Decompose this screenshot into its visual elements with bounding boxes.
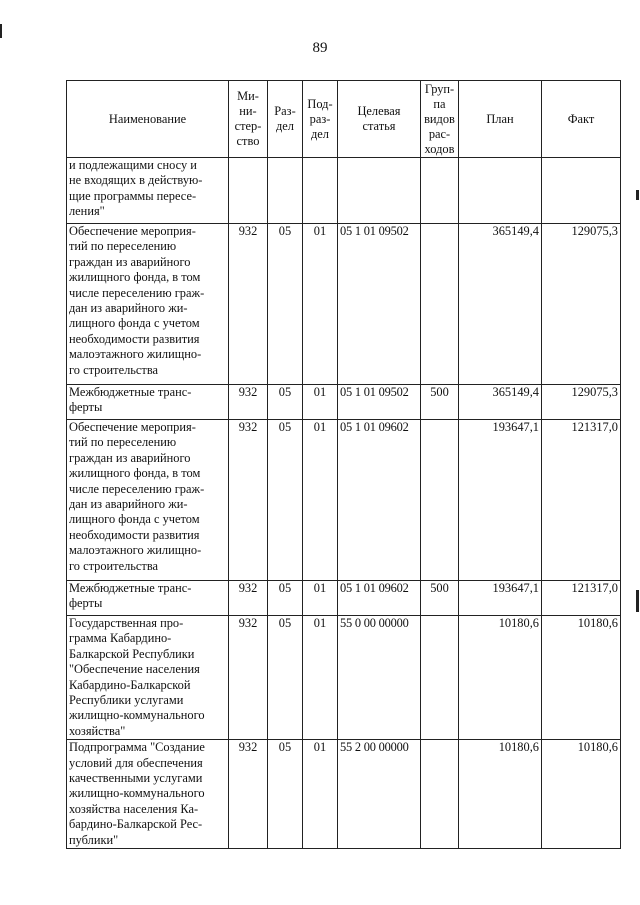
- row-group: [421, 158, 459, 224]
- row-ministry: 932: [229, 224, 268, 385]
- row-plan: 10180,6: [459, 740, 542, 849]
- table-row: [67, 740, 621, 849]
- table-row: [67, 224, 621, 385]
- budget-table: [66, 80, 621, 849]
- table-header-row: [67, 81, 621, 158]
- row-section: 05: [268, 420, 303, 581]
- row-fact: 10180,6: [542, 616, 621, 740]
- row-fact: 10180,6: [542, 740, 621, 849]
- row-plan: 365149,4: [459, 385, 542, 420]
- row-name: Государственная про- грамма Кабардино- Балкарской Республики "Обеспечение населения Кабардино-Балкарской Республики услугами жилищно-коммунального хозяйства": [67, 616, 229, 740]
- row-group: [421, 420, 459, 581]
- row-ministry: 932: [229, 420, 268, 581]
- table-row: [67, 158, 621, 224]
- header-subsection: Под- раз- дел: [303, 81, 338, 158]
- row-section: 05: [268, 740, 303, 849]
- table-row: [67, 581, 621, 616]
- row-target: 05 1 01 09502: [338, 385, 421, 420]
- row-name: Подпрограмма "Создание условий для обеспечения качественными услугами жилищно-коммунального хозяйства населения Ка- бардино-Балкарской Рес- публики": [67, 740, 229, 849]
- row-group: 500: [421, 385, 459, 420]
- row-target: 05 1 01 09602: [338, 420, 421, 581]
- row-group: [421, 616, 459, 740]
- row-section: 05: [268, 581, 303, 616]
- row-plan: 193647,1: [459, 581, 542, 616]
- table-row: [67, 385, 621, 420]
- row-ministry: 932: [229, 616, 268, 740]
- header-plan: План: [459, 81, 542, 158]
- row-subsection: 01: [303, 224, 338, 385]
- row-target: 55 0 00 00000: [338, 616, 421, 740]
- row-subsection: 01: [303, 385, 338, 420]
- header-group: Груп- па видов рас- ходов: [421, 81, 459, 158]
- row-target: 55 2 00 00000: [338, 740, 421, 849]
- page-number: 89: [312, 40, 328, 56]
- row-section: [268, 158, 303, 224]
- row-ministry: [229, 158, 268, 224]
- row-section: 05: [268, 385, 303, 420]
- row-plan: 10180,6: [459, 616, 542, 740]
- row-section: 05: [268, 224, 303, 385]
- row-ministry: 932: [229, 740, 268, 849]
- row-target: 05 1 01 09502: [338, 224, 421, 385]
- row-fact: 129075,3: [542, 385, 621, 420]
- row-fact: 121317,0: [542, 581, 621, 616]
- row-name: Обеспечение мероприя- тий по переселению граждан из аварийного жилищного фонда, в том числе переселению граж- дан из аварийного жи- лищного фонда с учетом необходимости развития малоэтажного жилищно- го строительства: [67, 224, 229, 385]
- row-plan: [459, 158, 542, 224]
- header-name: Наименование: [67, 81, 229, 158]
- row-subsection: [303, 158, 338, 224]
- row-fact: [542, 158, 621, 224]
- header-ministry: Ми- ни- стер- ство: [229, 81, 268, 158]
- row-group: [421, 224, 459, 385]
- row-name: Обеспечение мероприя- тий по переселению граждан из аварийного жилищного фонда, в том числе переселению граж- дан из аварийного жи- лищного фонда с учетом необходимости развития малоэтажного жилищно- го строительства: [67, 420, 229, 581]
- row-target: 05 1 01 09602: [338, 581, 421, 616]
- row-section: 05: [268, 616, 303, 740]
- row-subsection: 01: [303, 581, 338, 616]
- row-ministry: 932: [229, 385, 268, 420]
- right-margin-mark: [636, 590, 639, 612]
- table-row: [67, 420, 621, 581]
- right-margin-mark: [636, 190, 639, 200]
- row-subsection: 01: [303, 616, 338, 740]
- header-fact: Факт: [542, 81, 621, 158]
- row-fact: 121317,0: [542, 420, 621, 581]
- row-subsection: 01: [303, 420, 338, 581]
- row-plan: 193647,1: [459, 420, 542, 581]
- row-group: 500: [421, 581, 459, 616]
- left-margin-mark: [0, 24, 2, 38]
- header-target: Целевая статья: [338, 81, 421, 158]
- table-row: [67, 616, 621, 740]
- row-name: Межбюджетные транс- ферты: [67, 385, 229, 420]
- row-fact: 129075,3: [542, 224, 621, 385]
- header-section: Раз- дел: [268, 81, 303, 158]
- row-name: и подлежащими сносу и не входящих в действую- щие программы пересе- ления": [67, 158, 229, 224]
- row-name: Межбюджетные транс- ферты: [67, 581, 229, 616]
- row-plan: 365149,4: [459, 224, 542, 385]
- row-group: [421, 740, 459, 849]
- row-target: [338, 158, 421, 224]
- row-ministry: 932: [229, 581, 268, 616]
- row-subsection: 01: [303, 740, 338, 849]
